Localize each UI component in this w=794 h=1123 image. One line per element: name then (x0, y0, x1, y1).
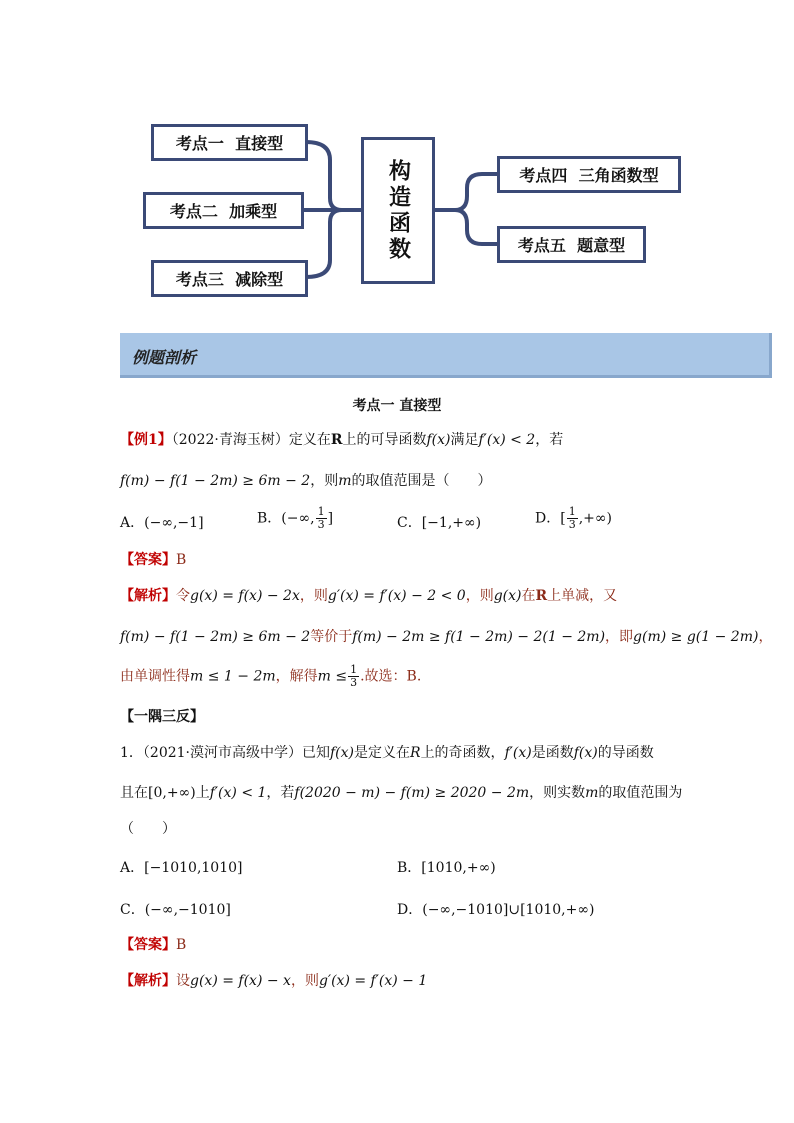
ex1-b-label: B． (257, 510, 282, 527)
q1-fx: f(x) (330, 745, 355, 761)
mindmap-node-3: 考点三 减除型 (151, 260, 308, 297)
answer1-value: B (176, 552, 187, 568)
ex1-cond: f′(x) < 2 (478, 432, 536, 448)
sol1-l3c: ，解得 (275, 668, 318, 685)
q1-option-a (120, 857, 243, 877)
sol1-frac-num: 1 (350, 663, 358, 676)
ex1-d-pre: [ (560, 510, 566, 527)
sol2-b: ，则 (290, 973, 319, 989)
answer1-tag: 【答案】 (120, 552, 176, 568)
sol1-line3 (120, 664, 421, 689)
ex1-tag: 【例1】 (120, 432, 172, 448)
connector-left-1 (306, 142, 361, 210)
sol1-g: g(x) = f(x) − 2x (190, 588, 300, 604)
ex1-t2: 满足 (450, 432, 479, 448)
q1-l1c: 上的奇函数， (420, 745, 505, 761)
ex1-c-label: C． (397, 515, 422, 531)
ex1-R: R (330, 432, 343, 448)
q1-m: m (585, 785, 599, 801)
q1-b: [1010,+∞) (421, 860, 496, 876)
ex1-b-pre: (−∞, (281, 510, 315, 527)
ex1-a: (−∞,−1] (144, 515, 204, 531)
sol1-l3a: 由单调性得 (120, 668, 190, 685)
section-banner (120, 333, 772, 378)
q1-c: (−∞,−1010] (144, 902, 231, 918)
q1-l2a: 且在 (120, 785, 148, 801)
ex1-t4: ，则 (310, 473, 339, 489)
ex1-line2 (120, 471, 491, 491)
sol1-l1d: 在 (521, 588, 536, 604)
q1-b-label: B． (397, 860, 422, 876)
sol1-l3d: m ≤ (317, 668, 348, 685)
sol2-a: 设 (176, 973, 190, 989)
ex1-option-a (120, 512, 204, 532)
sol1-frac (348, 664, 359, 689)
ex1-fx: f(x) (426, 432, 451, 448)
q1-fx2: f(x) (573, 745, 598, 761)
ex1-option-d (535, 506, 612, 531)
ex1-d-post: ,+∞) (578, 510, 613, 527)
q1-l1b: 是定义在 (354, 745, 411, 761)
mindmap-node-5: 考点五 题意型 (497, 226, 646, 263)
ex1-d-den: 3 (568, 518, 576, 531)
banner-label: 例题剖析 (132, 348, 197, 367)
yjsf-heading: 【一隅三反】 (120, 709, 204, 725)
q1-c-label: C． (120, 902, 145, 918)
ex1-c: [−1,+∞) (421, 515, 482, 531)
sol1-l2a: f(m) − f(1 − 2m) ≥ 6m − 2 (120, 629, 311, 645)
ex1-a-label: A． (120, 515, 145, 531)
q1-ineq: f(2020 − m) − f(m) ≥ 2020 − 2m (294, 785, 530, 801)
q1-l2c: ，若 (266, 785, 295, 801)
mindmap-node-4: 考点四 三角函数型 (497, 156, 681, 193)
mindmap-node-1: 考点一 直接型 (151, 124, 308, 161)
sol1-l3b: m ≤ 1 − 2m (190, 668, 276, 685)
q1-line2 (120, 783, 682, 803)
q1-line3: （ ） (120, 821, 176, 837)
ex1-source: （2022·青海玉树）定义在 (171, 432, 331, 448)
answer1 (120, 550, 186, 570)
connector-right-1 (435, 174, 498, 210)
ex1-b-num: 1 (317, 505, 325, 518)
ex1-d-label: D． (535, 510, 561, 527)
q1-l1d: 是函数 (531, 745, 574, 761)
sol2-tag: 【解析】 (120, 973, 176, 989)
ex1-m: m (338, 473, 352, 489)
mindmap-center-label: 构造函数 (385, 158, 411, 263)
ex1-b-den: 3 (317, 518, 325, 531)
ex1-d-num: 1 (568, 505, 576, 518)
sol1-l2f: ， (758, 629, 773, 645)
q1-fp: f′(x) (504, 745, 532, 761)
connector-left-3 (306, 210, 342, 277)
sol1-tag: 【解析】 (120, 588, 176, 604)
sol1-l1b: ，则 (299, 588, 328, 604)
sol1-l2e: g(m) ≥ g(1 − 2m) (633, 629, 759, 645)
ex1-t1: 上的可导函数 (342, 432, 427, 448)
q1-d: (−∞,−1010]∪[1010,+∞) (422, 902, 595, 918)
ex1-d-frac (567, 506, 578, 531)
sol1-l1a: 令 (176, 588, 190, 604)
q1-l1e: 的导函数 (597, 745, 654, 761)
sol1-frac-den: 3 (350, 676, 358, 689)
sol1-gx: g(x) (493, 588, 522, 604)
ex1-line1 (120, 430, 563, 450)
ex1-b-frac (316, 506, 327, 531)
q1-l1a: 1．（2021·漠河市高级中学）已知 (120, 745, 330, 761)
sol1-l3e: .故选：B. (360, 668, 422, 685)
ex1-option-b (257, 506, 333, 531)
ex1-b-post: ] (327, 510, 334, 527)
q1-line1 (120, 743, 654, 763)
q1-option-d (397, 899, 595, 919)
section-title: 考点一 直接型 (352, 398, 442, 414)
mindmap-center (361, 137, 435, 284)
sol2-gp: g′(x) = f′(x) − 1 (318, 973, 428, 989)
sol2-line1 (120, 971, 427, 991)
sol1-l2c: f(m) − 2m ≥ f(1 − 2m) − 2(1 − 2m) (352, 629, 606, 645)
sol1-l1e: 上单减，又 (547, 588, 618, 604)
q1-l2b: 上 (195, 785, 210, 801)
sol1-l2b: 等价于 (310, 629, 353, 645)
answer2-value: B (176, 937, 187, 953)
q1-option-c (120, 899, 231, 919)
q1-interval: [0,+∞) (148, 785, 196, 801)
q1-l2d: ，则实数 (529, 785, 586, 801)
sol2-g: g(x) = f(x) − x (190, 973, 291, 989)
answer2-tag: 【答案】 (120, 937, 176, 953)
ex1-t3: ，若 (535, 432, 564, 448)
ex1-option-c (397, 512, 481, 532)
sol1-l1c: ，则 (465, 588, 494, 604)
sol1-line1 (120, 586, 617, 606)
q1-d-label: D． (397, 902, 423, 918)
sol1-line2 (120, 627, 772, 647)
q1-l2e: 的取值范围为 (598, 785, 683, 801)
q1-a: [−1010,1010] (144, 860, 243, 876)
mindmap-node-2: 考点二 加乘型 (143, 192, 304, 229)
ex1-t5: 的取值范围是（ ） (351, 473, 492, 489)
connector-right-2 (455, 210, 498, 244)
q1-option-b (397, 857, 496, 877)
sol1-R: R (535, 588, 548, 604)
ex1-ineq: f(m) − f(1 − 2m) ≥ 6m − 2 (120, 473, 311, 489)
q1-cond: f′(x) < 1 (209, 785, 267, 801)
sol1-gp: g′(x) = f′(x) − 2 < 0 (327, 588, 466, 604)
sol1-l2d: ，即 (605, 629, 634, 645)
q1-a-label: A． (120, 860, 145, 876)
answer2 (120, 935, 186, 955)
q1-R: R (410, 745, 421, 761)
